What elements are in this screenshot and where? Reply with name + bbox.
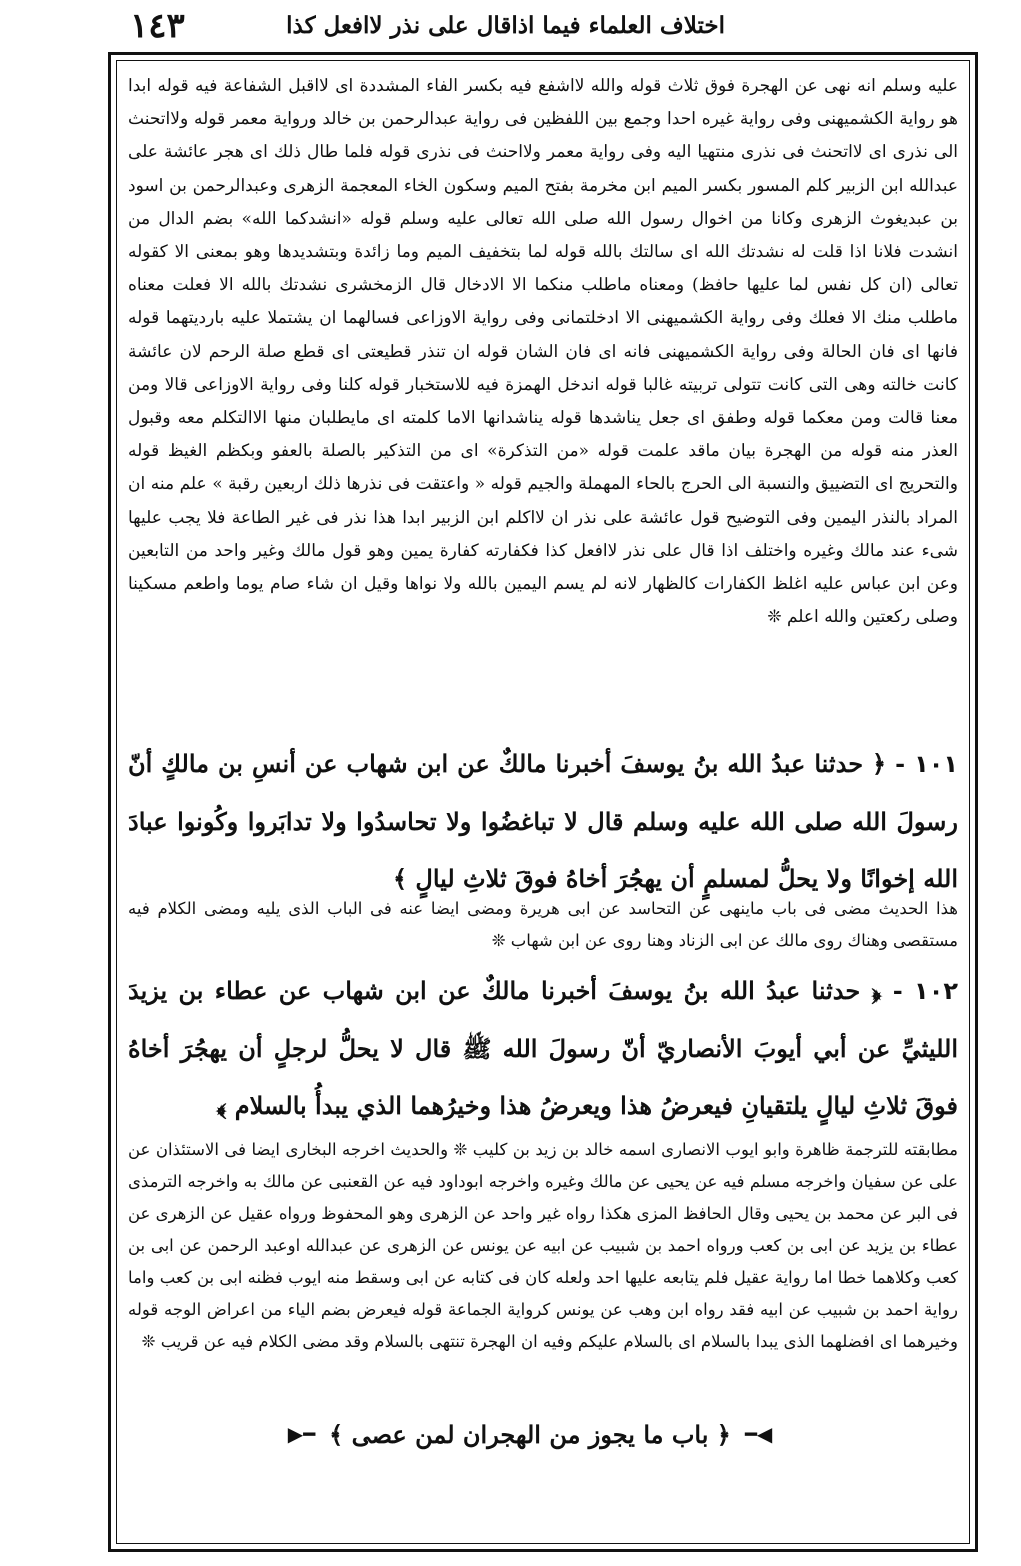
running-title: اختلاف العلماء فيما اذاقال على نذر لاافعل كذا bbox=[286, 12, 725, 39]
page-header bbox=[110, 6, 970, 50]
ornament-icon: ━▶ bbox=[287, 1422, 316, 1446]
hadith-102 bbox=[128, 962, 958, 1134]
hadith-101 bbox=[128, 735, 958, 907]
hadith-body: ﴿ حدثنا عبدُ الله بنُ يوسفَ أخبرنا مالكٌ عن ابن شهاب عن عطاء بن يزيدَ الليثيِّ عن أبي أيوبَ الأنصاريّ أنّ رسولَ الله ﷺ قال لا يحلُّ لرجلٍ أن يهجُرَ أخاهُ فوقَ ثلاثِ ليالٍ يلتقيانِ فيعرضُ هذا ويعرضُ هذا وخيرُهما الذي يبدأُ بالسلام ﴾ bbox=[128, 976, 958, 1120]
hadith-body: ﴿ حدثنا عبدُ الله بنُ يوسفَ أخبرنا مالكٌ عن ابن شهاب عن أنسِ بن مالكٍ أنّ رسولَ الله صلى الله عليه وسلم قال لا تباغضُوا ولا تحاسدُوا ولا تدابَروا وكُونوا عبادَ الله إخوانًا ولا يحلُّ لمسلمٍ أن يهجُرَ أخاهُ فوقَ ثلاثِ ليالٍ ﴾ bbox=[128, 749, 958, 893]
commentary-paragraph: مطابقته للترجمة ظاهرة وابو ايوب الانصارى اسمه خالد بن زيد بن كليب ❊ والحديث اخرجه البخارى ايضا فى الاستئذان عن على عن سفيان واخرجه مسلم فيه عن يحيى عن مالك وغيره واخرجه ابوداود فيه عن القعنبى عن مالك به واخرجه الترمذى فى البر عن محمد بن يحيى وقال الحافظ المزى هكذا رواه غير واحد عن الزهرى وهو المحفوظ ورواه عقيل عن الزهرى عن عطاء بن يزيد عن ابى بن كعب ورواه احمد بن شبيب عن ابيه عن يونس عن الزهرى عن عبدالله اوعبد الرحمن عن ابى بن كعب وكلاهما خطا اما رواية عقيل فلم يتابعه عليها احد ولعله كان فى كتابه عن ابى وسقط منه ايوب فظنه ابى بن كعب واما رواية احمد بن شبيب عن ابيه فقد رواه ابن وهب عن يونس كرواية الجماعة قوله فيعرض بضم الياء من اعراض الوجه قوله وخيرهما اى افضلهما الذى يبدا بالسلام اى بالسلام عليكم وفيه ان الهجرة تنتهى بالسلام وقد مضى الكلام فيه عن قريب ❊ bbox=[128, 1140, 958, 1351]
hadith-text: ١٠١ - ﴿ حدثنا عبدُ الله بنُ يوسفَ أخبرنا مالكٌ عن ابن شهاب عن أنسِ بن مالكٍ أنّ رسولَ الله صلى الله عليه وسلم قال لا تباغضُوا ولا تحاسدُوا ولا تدابَروا وكُونوا عبادَ الله إخوانًا ولا يحلُّ لمسلمٍ أن يهجُرَ أخاهُ فوقَ ثلاثِ ليالٍ ﴾ bbox=[128, 749, 959, 893]
commentary-paragraph: هذا الحديث مضى فى باب ماينهى عن التحاسد عن ابى هريرة ومضى ايضا عنه فى الباب الذى يليه ومضى الكلام فيه مستقصى وهناك روى مالك عن ابى الزناد وهنا روى عن ابن شهاب ❊ bbox=[128, 899, 958, 950]
chapter-title: ﴿ باب ما يجوز من الهجران لمن عصى ﴾ bbox=[329, 1419, 731, 1449]
chapter-heading bbox=[250, 1414, 810, 1454]
ornament-icon: ◀━ bbox=[744, 1422, 773, 1446]
commentary-block-top bbox=[128, 70, 958, 634]
commentary-block-101 bbox=[128, 893, 958, 957]
hadith-text: ١٠٢ - ﴿ حدثنا عبدُ الله بنُ يوسفَ أخبرنا مالكٌ عن ابن شهاب عن عطاء بن يزيدَ الليثيِّ عن أبي أيوبَ الأنصاريّ أنّ رسولَ الله ﷺ قال لا يحلُّ لرجلٍ أن يهجُرَ أخاهُ فوقَ ثلاثِ ليالٍ يلتقيانِ فيعرضُ هذا ويعرضُ هذا وخيرُهما الذي يبدأُ بالسلام ﴾ bbox=[128, 976, 958, 1120]
hadith-number: ١٠٢ bbox=[914, 977, 958, 1005]
commentary-paragraph: عليه وسلم انه نهى عن الهجرة فوق ثلاث قوله والله لااشفع فيه بكسر الفاء المشددة اى لااقبل الشفاعة فيه قوله ابدا هو رواية الكشميهنى وفى رواية غيره احدا وجمع بين اللفظين فى رواية عبدالرحمن بن خالد ورواية معمر قوله ولااتحنث الى نذرى اى لااتحنث فى نذرى منتهيا اليه وفى رواية معمر ولااحنث فى نذرى قوله فلما طال ذلك اى هجر عائشة على عبدالله ابن الزبير كلم المسور بكسر الميم ابن مخرمة بفتح الميم وسكون الخاء المعجمة الزهرى وعبدالرحمن بن اسود بن عبديغوث الزهرى وكانا من اخوال رسول الله صلى الله تعالى عليه وسلم قوله «انشدكما الله» بضم الدال من انشدت فلانا اذا قلت له نشدتك الله اى سالتك بالله قوله لما بتخفيف الميم وما زائدة وبتشديدها وهو بمعنى الا كقوله تعالى (ان كل نفس لما عليها حافظ) ومعناه ماطلب منكما الا الادخال قال الزمخشرى نشدتك بالله الا فعلت معناه ماطلب منك الا فعلك وفى رواية الكشميهنى الا ادخلتمانى وفى رواية الاوزاعى فسالهما ان يشتملا عليه بارديتهما قوله فانها اى فان الحالة وفى رواية الكشميهنى فانه اى فان الشان قوله ان تنذر قطيعتى اى قطع صلة الرحم لان عائشة كانت خالته وهى التى كانت تتولى تربيته غالبا قوله اندخل الهمزة فيه للاستخبار قوله كلنا وفى رواية الاوزاعى قالا ومن معنا قالت ومن معكما قوله وطفق اى جعل يناشدها قوله يناشدانها الاما كلمته اى مايطلبان منها الاالتكلم معه وقبول العذر منه قوله من الهجرة بيان ماقد علمت قوله «من التذكرة» اى من التذكير بالصلة بالعفو وبكظم الغيظ قوله والتحريج اى التضييق والنسبة الى الحرج بالحاء المهملة والجيم قوله « واعتقت فى نذرها ذلك اربعين رقبة » علم منه ان المراد بالنذر اليمين وفى التوضيح قول عائشة على نذر ان لااكلم ابن الزبير ابدا هذا نذر فى غير الطاعة فلا يجب عليها شىء عند مالك وغيره واختلف اذا قال على نذر لاافعل كذا فكفارته كفارة يمين وهو قول مالك وغير واحد من التابعين وعن ابن عباس عليه اغلظ الكفارات كالظهار لانه لم يسم اليمين بالله ولا نواها وقيل ان شاء صام يوما واطعم مسكينا وصلى ركعتين والله اعلم ❊ bbox=[128, 76, 958, 628]
page-number: ١٤٣ bbox=[130, 6, 185, 46]
hadith-number: ١٠١ bbox=[914, 750, 959, 778]
commentary-block-102 bbox=[128, 1134, 958, 1358]
